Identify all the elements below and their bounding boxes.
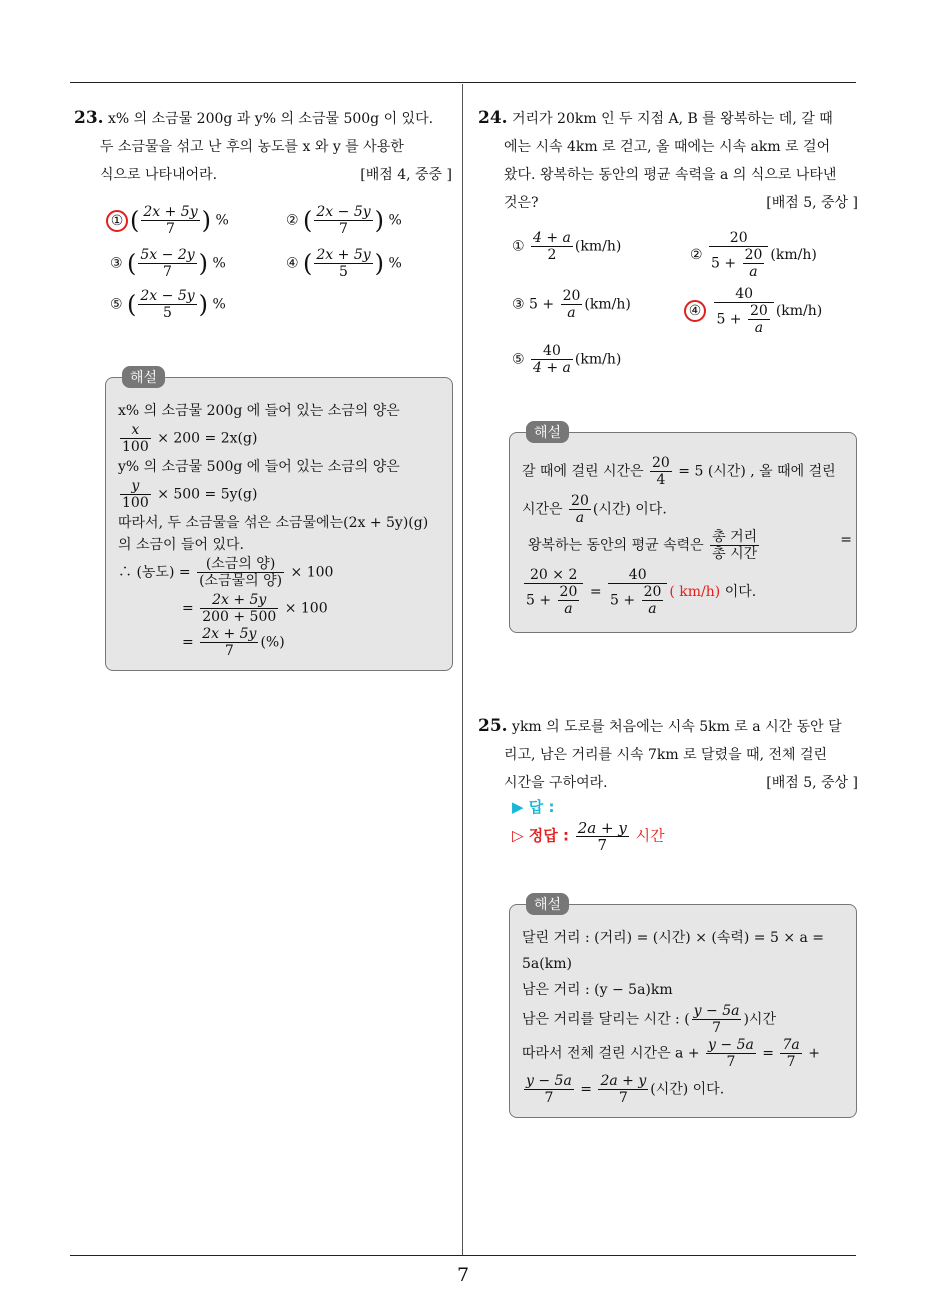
solution-tag: 해설 — [122, 366, 165, 388]
solution-tag: 해설 — [526, 893, 569, 915]
choice-5[interactable] — [512, 343, 621, 376]
solution-line: )시간 — [743, 1011, 776, 1028]
numerator: 7a — [782, 1037, 800, 1053]
solution-line: × 100 — [284, 600, 328, 617]
denominator: 100 — [122, 495, 149, 511]
expression: 5 + — [529, 296, 555, 313]
question-number: 24. — [478, 108, 508, 128]
solution-line: (시간) 이다. — [592, 501, 667, 518]
solution-line: 갈 때에 걸린 시간은 — [522, 463, 644, 480]
choice-mark: ② — [286, 212, 299, 229]
solution-line: 5a(km) — [522, 956, 572, 972]
question-text: 에는 시속 4km 로 걷고, 올 때에는 시속 akm 로 걸어 — [504, 139, 831, 155]
solution-line: 이다. — [724, 584, 757, 600]
choice-mark: ⑤ — [512, 351, 525, 368]
question-text: 시간을 구하여라. — [504, 775, 608, 791]
denominator: 5 — [339, 264, 348, 280]
numerator: 20 × 2 — [524, 567, 583, 584]
solution-line: × 100 — [290, 564, 334, 581]
denominator: (소금물의 양) — [199, 573, 283, 589]
selected-circle-mark: ④ — [684, 300, 706, 322]
answer-unit: 시간 — [635, 826, 665, 845]
denominator: 7 — [712, 1020, 722, 1036]
numerator: y − 5a — [693, 1003, 740, 1019]
page-number: 7 — [456, 1264, 470, 1286]
choice-mark: ⑤ — [110, 296, 123, 313]
unit: % — [212, 255, 226, 272]
solution-line: = 5 (시간) , 올 때에 걸린 — [678, 463, 836, 480]
solution-line: 따라서 전체 걸린 시간은 a + — [522, 1045, 700, 1062]
denominator: 4 + a — [533, 360, 571, 376]
question-text: 거리가 20km 인 두 지점 A, B 를 왕복하는 데, 갈 때 — [512, 111, 833, 127]
question-text: 왔다. 왕복하는 동안의 평균 속력을 a 의 식으로 나타낸 — [504, 167, 837, 183]
choice-1[interactable] — [512, 230, 621, 263]
score-meta: [배점 5, 중상 ] — [766, 195, 858, 211]
unit: % — [388, 255, 402, 272]
numerator: 20 — [709, 230, 768, 247]
numerator: 20 — [571, 493, 589, 509]
unit: (km/h) — [574, 238, 622, 255]
answer-label: ▶ 답 : — [512, 798, 555, 816]
numerator: 40 — [531, 343, 573, 360]
denominator: a — [575, 510, 585, 526]
solution-line: 왕복하는 동안의 평균 속력은 — [528, 537, 704, 554]
unit: (km/h) — [584, 296, 631, 313]
top-rule — [70, 82, 856, 83]
denominator: 5 + — [610, 592, 636, 609]
numerator: 20 — [643, 584, 662, 600]
numerator: 2x + 5y — [200, 592, 278, 609]
solution-line: + — [808, 1045, 820, 1062]
solution-line: (%) — [260, 634, 285, 651]
denominator: 7 — [163, 264, 172, 280]
choice-3[interactable]: ③ ( $\frac{5x - 2y}{7}$ ) % — [110, 247, 226, 280]
question-text: x% 의 소금물 200g 과 y% 의 소금물 500g 이 있다. — [108, 111, 434, 127]
numerator: 20 — [744, 247, 763, 263]
denominator: 5 + — [716, 311, 742, 328]
denominator: 7 — [224, 643, 234, 659]
solution-line: (시간) 이다. — [650, 1081, 725, 1098]
solution-line: = — [840, 532, 852, 548]
numerator: (소금의 양) — [197, 556, 284, 573]
solution-line: × 200 = 2x(g) — [157, 430, 258, 447]
choice-2[interactable] — [690, 230, 817, 280]
numerator: 40 — [608, 567, 667, 584]
numerator: 4 + a — [533, 230, 571, 246]
numerator: y — [120, 478, 151, 495]
unit: % — [215, 212, 229, 229]
solution-box-23 — [105, 370, 453, 671]
denominator: 7 — [786, 1054, 796, 1070]
numerator: 20 — [652, 455, 670, 471]
choice-3[interactable] — [512, 288, 631, 321]
numerator: 2x + 5y — [316, 247, 371, 263]
solution-line: 달린 거리 : (거리) = (시간) × (속력) = 5 × a = — [522, 930, 825, 946]
denominator: 7 — [339, 221, 348, 237]
denominator: a — [754, 320, 764, 336]
denominator: a — [749, 264, 758, 280]
solution-line: = — [182, 634, 194, 651]
question-number: 25. — [478, 716, 508, 736]
question-text: 두 소금물을 섞고 난 후의 농도를 x 와 y 를 사용한 — [100, 139, 404, 155]
denominator: 5 + — [526, 592, 552, 609]
solution-box-24 — [509, 425, 857, 633]
numerator: y − 5a — [526, 1073, 572, 1089]
choice-1[interactable]: ① ( $\frac{2x + 5y}{7}$ ) % — [106, 204, 229, 237]
unit: % — [212, 296, 226, 313]
denominator: 2 — [547, 247, 557, 263]
score-meta: [배점 4, 중중 ] — [360, 167, 452, 183]
choice-mark: ② — [690, 247, 703, 263]
bottom-rule — [70, 1255, 856, 1256]
question-text: ykm 의 도로를 처음에는 시속 5km 로 a 시간 동안 달 — [512, 719, 842, 735]
numerator: 2x + 5y — [202, 626, 257, 642]
numerator: 40 — [714, 286, 773, 303]
denominator: 7 — [597, 836, 608, 854]
solution-line: 따라서, 두 소금물을 섞은 소금물에는(2x + 5y)(g) — [118, 515, 429, 531]
denominator: a — [564, 601, 573, 617]
denominator: a — [648, 601, 657, 617]
question-23 — [74, 104, 452, 189]
denominator: 5 + — [711, 255, 737, 272]
selected-circle-mark: ① — [106, 210, 128, 232]
choice-4[interactable]: ④ ( $\frac{2x + 5y}{5}$ ) % — [286, 247, 402, 280]
correct-label: ▷ 정답 : — [512, 826, 569, 845]
choice-2[interactable]: ② ( $\frac{2x - 5y}{7}$ ) % — [286, 204, 402, 237]
solution-line: y% 의 소금물 500g 에 들어 있는 소금의 양은 — [118, 459, 400, 475]
numerator: 20 — [750, 303, 768, 319]
numerator: x — [120, 422, 151, 439]
denominator: 200 + 500 — [202, 609, 277, 625]
question-text: 리고, 남은 거리를 시속 7km 로 달렸을 때, 전체 걸린 — [504, 747, 828, 763]
numerator: 2x − 5y — [316, 204, 371, 220]
choice-mark: ① — [512, 238, 525, 255]
solution-line: = — [182, 600, 194, 617]
denominator: 7 — [618, 1090, 628, 1106]
solution-line: = — [762, 1045, 775, 1062]
solution-line: 남은 거리를 달리는 시간 : ( — [522, 1011, 690, 1028]
question-25 — [478, 712, 858, 797]
denominator: a — [567, 305, 576, 321]
denominator: 100 — [122, 439, 149, 455]
choice-5[interactable]: ⑤ ( $\frac{2x - 5y}{5}$ ) % — [110, 288, 226, 321]
numerator: 2x − 5y — [140, 288, 195, 304]
solution-tag: 해설 — [526, 421, 569, 443]
question-24 — [478, 104, 858, 217]
answer-field[interactable] — [512, 796, 554, 817]
unit: (km/h) — [574, 351, 622, 368]
question-text: 식으로 나타내어라. — [100, 167, 218, 183]
denominator: 총 시간 — [712, 546, 758, 562]
choice-mark: ③ — [110, 255, 123, 272]
numerator: 2x + 5y — [143, 204, 198, 220]
choice-mark: ④ — [286, 255, 299, 272]
solution-line: 의 소금이 들어 있다. — [118, 537, 244, 553]
answer-unit: ( km/h) — [669, 584, 721, 600]
numerator: 총 거리 — [712, 529, 758, 545]
denominator: 7 — [544, 1090, 554, 1106]
solution-line: 남은 거리 : (y − 5a)km — [522, 982, 673, 998]
numerator: 2a + y — [600, 1073, 647, 1089]
solution-line: = — [580, 1081, 592, 1098]
denominator: 7 — [166, 221, 175, 237]
solution-line: = — [589, 584, 602, 600]
denominator: 7 — [726, 1054, 736, 1070]
choice-mark: ③ — [512, 296, 525, 313]
numerator: 20 — [562, 288, 581, 304]
score-meta: [배점 5, 중상 ] — [766, 775, 858, 791]
unit: (km/h) — [775, 303, 823, 319]
unit: % — [388, 212, 402, 229]
solution-line: ∴ (농도) = — [118, 564, 191, 581]
denominator: 5 — [163, 305, 172, 321]
solution-line: x% 의 소금물 200g 에 들어 있는 소금의 양은 — [118, 403, 400, 419]
solution-line: × 500 = 5y(g) — [157, 486, 258, 503]
solution-line: 시간은 — [522, 501, 563, 518]
choice-4[interactable] — [684, 286, 822, 336]
numerator: 20 — [559, 584, 578, 600]
numerator: 5x − 2y — [140, 247, 195, 263]
question-text: 것은? — [504, 195, 539, 211]
denominator: 4 — [656, 472, 666, 488]
numerator: 2a + y — [577, 819, 627, 837]
numerator: y − 5a — [708, 1037, 754, 1053]
column-divider — [462, 84, 463, 1255]
question-number: 23. — [74, 108, 104, 128]
correct-answer — [512, 820, 665, 853]
solution-box-25 — [509, 897, 857, 1118]
unit: (km/h) — [770, 247, 817, 263]
